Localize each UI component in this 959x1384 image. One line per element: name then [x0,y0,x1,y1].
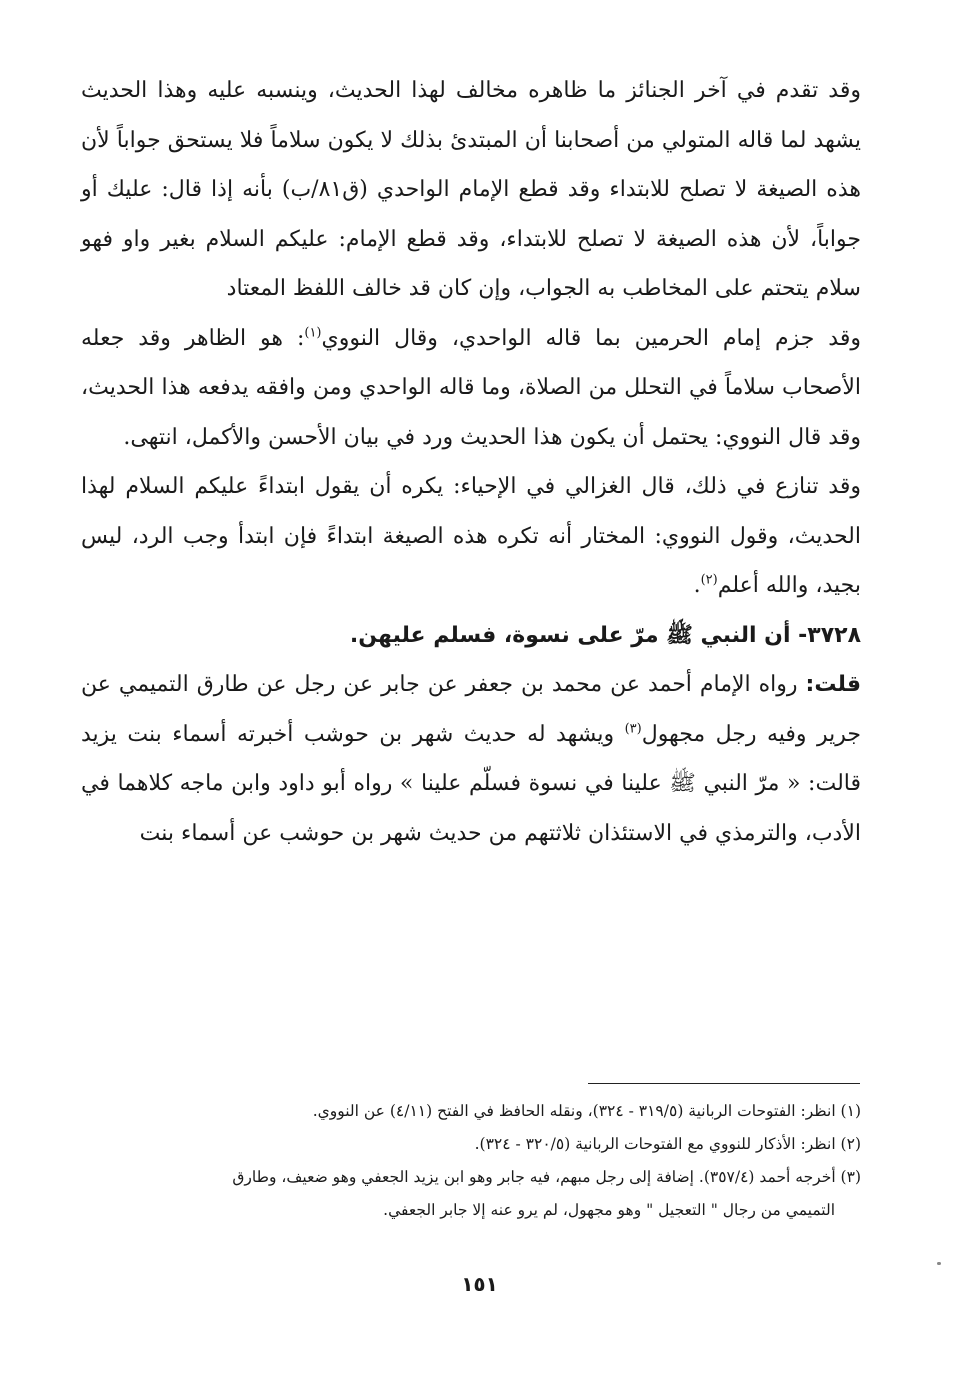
main-text [81,66,861,858]
text-line: عن جرير وفيه رجل مجهول [81,672,861,747]
text-line: هذه الصيغة لا تصلح للابتداء وقد قطع الإمام الواحدي (ق٨١/ب) بأنه إذا قال: [161,177,861,202]
paragraph-qult [81,660,861,858]
paragraph-1 [81,66,861,314]
text-line: بغير واو فهو سلام يتحتم على المخاطب به الجواب، وإن كان قد خالف اللفظ المعتاد [81,226,861,301]
text-line: بجيد، والله أعلم [717,573,861,598]
text-line: والأكمل، انتهى. [123,424,261,450]
footnote-ref-3: (٣) [624,721,642,737]
text-line: رواه الإمام أحمد عن محمد بن جعفر عن جابر عن رجل عن طارق التميمي [118,672,806,697]
footnote-3: (٣) أخرجه أحمد (٣٥٧/٤). إضافة إلى رجل مبهم، فيه جابر وهو ابن يزيد الجعفي وهو ضعيف، وطارق [232,1168,861,1186]
scan-speck [937,1262,941,1265]
text-line: عليك أو جواباً، لأن هذه الصيغة لا تصلح للابتداء، وقد قطع الإمام: عليكم السلام [81,177,861,252]
text-line: ويشهد له حديث شهر بن حوشب أخبرته أسماء بنت [127,721,625,747]
paragraph-3 [81,462,861,611]
text-line: الحديث، وقد قال النووي: يحتمل أن يكون هذا الحديث ورد في بيان الأحسن [81,375,861,450]
footnote-ref-2: (٢) [700,572,718,588]
paragraph-2 [81,314,861,463]
footnote-3-continued: التميمي من رجال " التعجيل " وهو مجهول، لم يرو عنه إلا جابر الجعفي. [383,1201,835,1219]
text-line: وقد تقدم في آخر الجنائز ما ظاهره مخالف لهذا الحديث، وينسبه عليه وهذا الحديث [81,78,861,103]
text-line: الأصحاب سلاماً في التحلل من الصلاة، وما قاله الواحدي ومن وافقه يدفعه هذا [161,375,862,400]
footnote-2: (٢) انظر: الأذكار للنووي مع الفتوحات الربانية (٣٢٠/٥ - ٣٢٤). [474,1135,861,1153]
page-number: ١٥١ [461,1272,498,1296]
footnote-1: (١) انظر: الفتوحات الربانية (٣١٩/٥ - ٣٢٤)، ونقله الحافظ في الفتح (٤/١١) عن النووي. [312,1102,861,1120]
footnotes [81,1095,861,1227]
text-line: الحديث، وقول النووي: المختار أنه تكره هذه الصيغة ابتداءً فإن ابتدأ وجب الرد، ليس [81,523,861,549]
hadith-heading: ٣٧٢٨- أن النبي ﷺ مرّ على نسوة، فسلم عليهن. [349,622,861,648]
text-line: : هو الظاهر وقد جعله [81,325,305,351]
qult-label: قلت: [805,672,861,697]
text-line: يزيد قالت: « مرّ النبي ﷺ علينا في نسوة فسلّم علينا » رواه أبو داود وابن ماجه كلاهما [81,721,861,796]
text-line: في الأدب، والترمذي في الاستئذان ثلاثتهم من حديث شهر بن حوشب عن أسماء بنت [81,771,861,846]
footnote-divider [588,1083,860,1084]
text-line: . [693,573,701,598]
text-line: وقد جزم إمام الحرمين بما قاله الواحدي، وقال النووي [321,325,861,351]
footnote-ref-1: (١) [304,325,322,341]
text-line: وقد تنازع في ذلك، قال الغزالي في الإحياء: يكره أن يقول ابتداءً عليكم السلام لهذا [81,474,861,499]
text-line: يشهد لما قاله المتولي من أصحابنا أن المبتدئ بذلك لا يكون سلاماً فلا يستحق جواباً لأن [81,127,861,153]
